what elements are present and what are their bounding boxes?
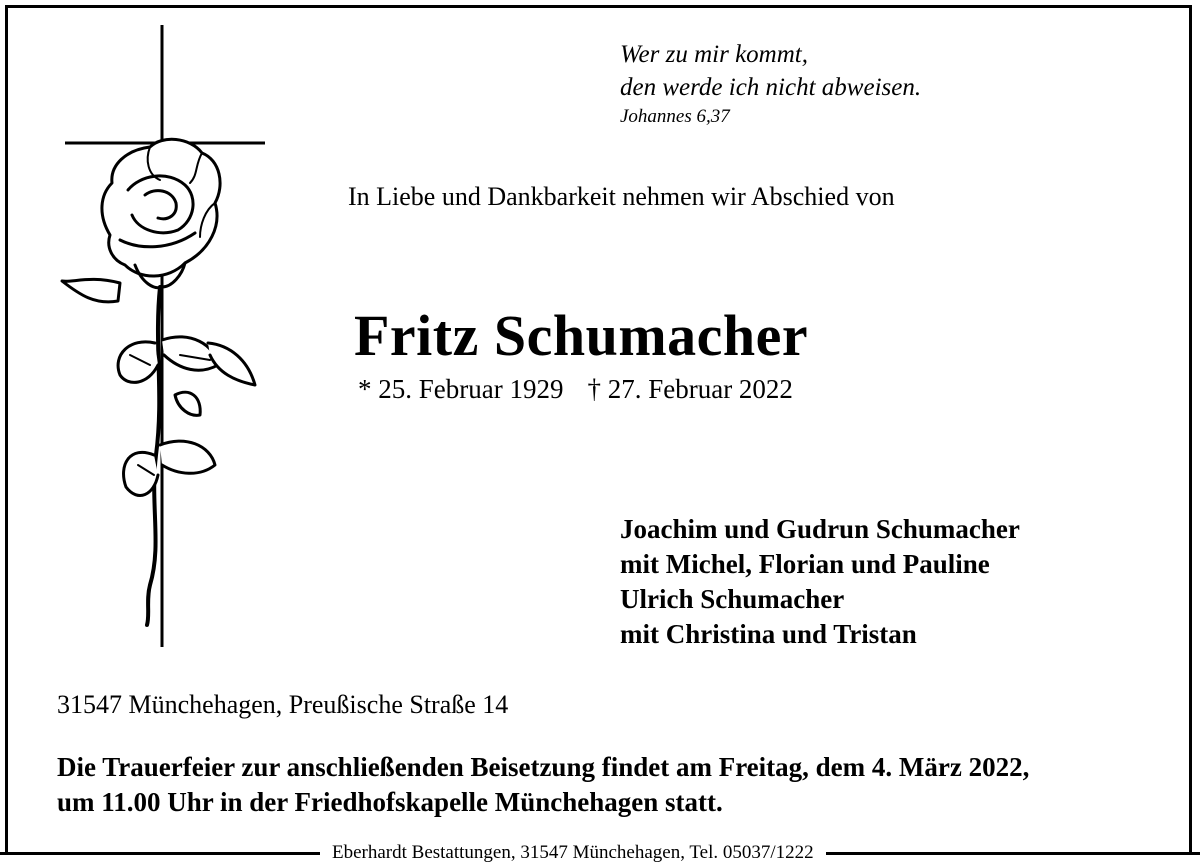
- verse-line-2: den werde ich nicht abweisen.: [620, 74, 922, 101]
- birth-date: * 25. Februar 1929: [358, 374, 564, 404]
- deceased-name: Fritz Schumacher: [354, 303, 809, 368]
- verse-line-1: Wer zu mir kommt,: [620, 41, 808, 68]
- death-date: † 27. Februar 2022: [587, 374, 793, 404]
- life-dates: [358, 374, 817, 405]
- mourner-line: mit Christina und Tristan: [620, 619, 917, 649]
- service-line-1: Die Trauerfeier zur anschließenden Beisetzung findet am Freitag, dem 4. März 2022,: [57, 752, 1030, 782]
- service-line-2: um 11.00 Uhr in der Friedhofskapelle Münchehagen statt.: [57, 787, 723, 817]
- funeral-service-info: [57, 750, 1029, 820]
- family-address: 31547 Münchehagen, Preußische Straße 14: [57, 690, 509, 719]
- cross-icon: [65, 25, 265, 647]
- intro-text: In Liebe und Dankbarkeit nehmen wir Abschied von: [348, 182, 895, 211]
- funeral-home-footer: Eberhardt Bestattungen, 31547 Münchehagen, Tel. 05037/1222: [320, 842, 826, 864]
- rose-icon: [62, 139, 255, 625]
- verse-reference: Johannes 6,37: [620, 106, 730, 127]
- mourner-line: Ulrich Schumacher: [620, 584, 845, 614]
- cross-rose-icon: [50, 25, 280, 650]
- mourner-line: Joachim und Gudrun Schumacher: [620, 514, 1020, 544]
- bible-verse: [620, 38, 921, 130]
- mourners-list: [620, 512, 1020, 652]
- mourner-line: mit Michel, Florian und Pauline: [620, 549, 990, 579]
